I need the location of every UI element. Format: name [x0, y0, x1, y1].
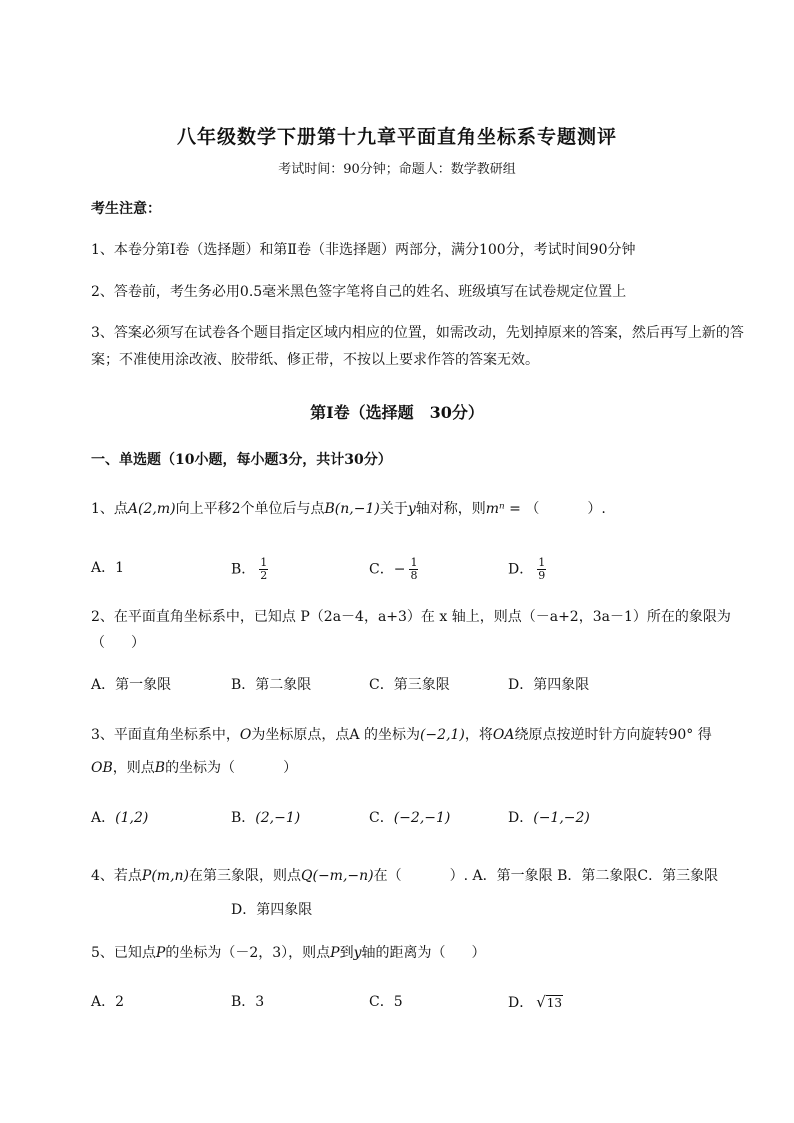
math-expression: mⁿ [485, 501, 505, 517]
option-c[interactable]: C．− $\frac{1}{8}$ [369, 556, 418, 582]
notice-item-2: 2、答卷前，考生务必用0.5毫米黑色签字笔将自己的姓名、班级填写在试卷规定位置上 [91, 284, 627, 300]
question-number: 4、 [91, 868, 114, 884]
option-d[interactable]: D．第四象限 [231, 902, 313, 918]
exam-title: 八年级数学下册第十九章平面直角坐标系专题测评 [176, 126, 617, 148]
question-number: 2、 [91, 609, 114, 625]
math-expression: P(m,n) [141, 868, 190, 884]
option-c[interactable]: C．5 [369, 994, 403, 1010]
option-a[interactable]: A．第一象限 [91, 677, 172, 693]
question-number: 5、 [91, 945, 114, 961]
option-d[interactable]: D． $\frac{1}{9}$ [508, 556, 546, 582]
question-2: 2、在平面直角坐标系中，已知点 P（2a－4，a+3）在 x 轴上，则点（－a+2，3a－1）所在的象限为 [91, 609, 731, 625]
question-4-options [91, 899, 691, 921]
fraction: $\frac{1}{2}$ [260, 556, 268, 582]
math-expression: (−2,1) [419, 727, 465, 743]
option-d[interactable]: D． √13 [508, 993, 563, 1011]
question-2-line-2: （ ） [91, 635, 145, 651]
question-5-options [91, 991, 691, 1013]
question-1: 1、点A(2,m)向上平移2个单位后与点B(n,−1)关于y轴对称，则mⁿ = （ ）. [91, 501, 606, 517]
option-a[interactable]: A．2 [91, 994, 125, 1010]
option-b[interactable]: B．第二象限 [231, 677, 312, 693]
section-title: 第Ⅰ卷（选择题 30分） [310, 403, 484, 422]
option-a[interactable]: A．1 [91, 560, 125, 576]
fraction: $\frac{1}{9}$ [538, 556, 546, 582]
math-expression: B(n,−1) [324, 501, 380, 517]
question-2-options [91, 674, 691, 696]
question-number: 1、 [91, 501, 114, 517]
question-1-options [91, 556, 691, 582]
notice-item-1: 1、本卷分第Ⅰ卷（选择题）和第Ⅱ卷（非选择题）两部分，满分100分，考试时间90分钟 [91, 242, 636, 258]
question-4: 4、若点P(m,n)在第三象限，则点Q(−m,−n)在（ ）. A．第一象限 B．第二象限C．第三象限 [91, 868, 719, 884]
option-b[interactable]: B．(2,−1) [231, 810, 301, 826]
sqrt-icon: √ [536, 993, 546, 1011]
notice-item-3: 3、答案必须写在试卷各个题目指定区域内相应的位置，如需改动，先划掉原来的答案，然后再写上新的答案；不准使用涂改液、胶带纸、修正带，不按以上要求作答的答案无效。 [91, 325, 744, 368]
option-c[interactable]: C．(−2,−1) [369, 810, 451, 826]
option-c[interactable]: C．第三象限 [369, 677, 450, 693]
fraction: $\frac{1}{8}$ [410, 556, 418, 582]
math-expression: A(2,m) [127, 501, 176, 517]
option-a[interactable]: A．(1,2) [91, 810, 149, 826]
option-d[interactable]: D．(−1,−2) [508, 810, 590, 826]
option-b[interactable]: B． $\frac{1}{2}$ [231, 556, 268, 582]
option-d[interactable]: D．第四象限 [508, 677, 590, 693]
question-number: 3、 [91, 727, 114, 743]
notice-heading: 考生注意： [91, 201, 161, 217]
radicand: 13 [546, 996, 563, 1010]
option-b[interactable]: B．3 [231, 994, 265, 1010]
question-3-line-2: OB，则点B的坐标为（ ） [91, 760, 298, 776]
question-3: 3、平面直角坐标系中，O为坐标原点，点A 的坐标为(−2,1)，将OA绕原点按逆时针方向旋转90° 得 [91, 727, 712, 743]
question-5: 5、已知点P的坐标为（－2，3），则点P到y轴的距离为（ ） [91, 945, 486, 961]
question-3-options [91, 807, 691, 829]
part-heading: 一、单选题（10小题，每小题3分，共计30分） [91, 452, 392, 468]
math-expression: Q(−m,−n) [301, 868, 374, 884]
exam-subtitle: 考试时间：90分钟；命题人：数学教研组 [278, 162, 516, 177]
